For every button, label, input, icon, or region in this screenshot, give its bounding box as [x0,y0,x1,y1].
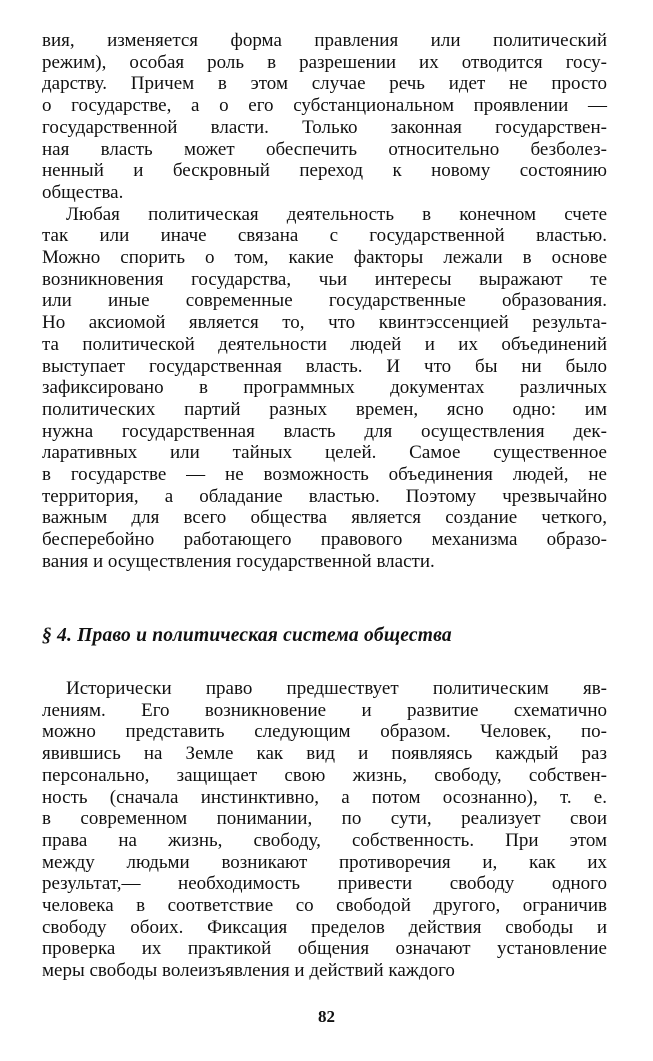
text-line: возникновения государства, чьи интересы выражают те [42,268,607,290]
text-line: лениям. Его возникновение и развитие схематично [42,699,607,721]
text-line: важным для всего общества является создание четкого, [42,507,607,529]
text-line: вия, изменяется форма правления или политический [42,30,607,51]
text-line: дарству. Причем в этом случае речь идет не просто [42,73,607,95]
page-body [42,30,607,573]
text-line: государственной власти. Только законная государствен- [42,116,607,138]
text-line: меры свободы волеизъявления и действий каждого [42,960,455,982]
text-line: Исторически право предшествует политическим яв- [66,678,607,699]
paragraph-3 [42,678,607,982]
paragraph-1 [42,30,607,204]
text-line: зафиксировано в программных документах различных [42,377,607,399]
section-heading: § 4. Право и политическая система общества [42,625,452,646]
text-line: результат,— необходимость привести свободу одного [42,873,607,895]
text-line: проверка их практикой общения означают установление [42,938,607,960]
text-line: или иные современные государственные образования. [42,290,607,312]
text-line: Любая политическая деятельность в конечном счете [66,203,607,225]
text-line: в государстве — не возможность объединения людей, не [42,464,607,486]
text-line: персонально, защищает свою жизнь, свободу, собствен- [42,764,607,786]
text-line: свободу обоих. Фиксация пределов действия свободы и [42,916,607,938]
text-line: та политической деятельности людей и их объединений [42,333,607,355]
text-line: между людьми возникают противоречия и, как их [42,851,607,873]
text-line: в современном понимании, по сути, реализует свои [42,808,607,830]
text-line: нужна государственная власть для осуществления дек- [42,420,607,442]
text-line: бесперебойно работающего правового механизма образо- [42,529,607,551]
text-line: можно представить следующим образом. Человек, по- [42,721,607,743]
text-line: права на жизнь, свободу, собственность. При этом [42,829,607,851]
text-line: политических партий разных времен, ясно одно: им [42,398,607,420]
text-line: общества. [42,181,124,203]
text-line: о государстве, а о его субстанциональном проявлении — [42,95,607,117]
text-line: ная власть может обеспечить относительно безболез- [42,138,607,160]
page-body-lower [42,678,607,982]
text-line: Но аксиомой является то, что квинтэссенцией результа- [42,312,607,334]
text-line: ларативных или тайных целей. Самое существенное [42,442,607,464]
text-line: выступает государственная власть. И что бы ни было [42,355,607,377]
text-line: режим), особая роль в разрешении их отводится госу- [42,51,607,73]
text-line: вания и осуществления государственной власти. [42,550,435,572]
text-line: территория, а обладание властью. Поэтому чрезвычайно [42,485,607,507]
text-line: Можно спорить о том, какие факторы лежали в основе [42,247,607,269]
text-line: ность (сначала инстинктивно, а потом осознанно), т. е. [42,786,607,808]
page-number: 82 [318,1007,335,1026]
text-line: человека в соответствие со свободой другого, ограничив [42,895,607,917]
text-line: ненный и бескровный переход к новому состоянию [42,160,607,182]
text-line: явившись на Земле как вид и появляясь каждый раз [42,743,607,765]
text-line: так или иначе связана с государственной властью. [42,225,607,247]
paragraph-2 [42,204,607,573]
